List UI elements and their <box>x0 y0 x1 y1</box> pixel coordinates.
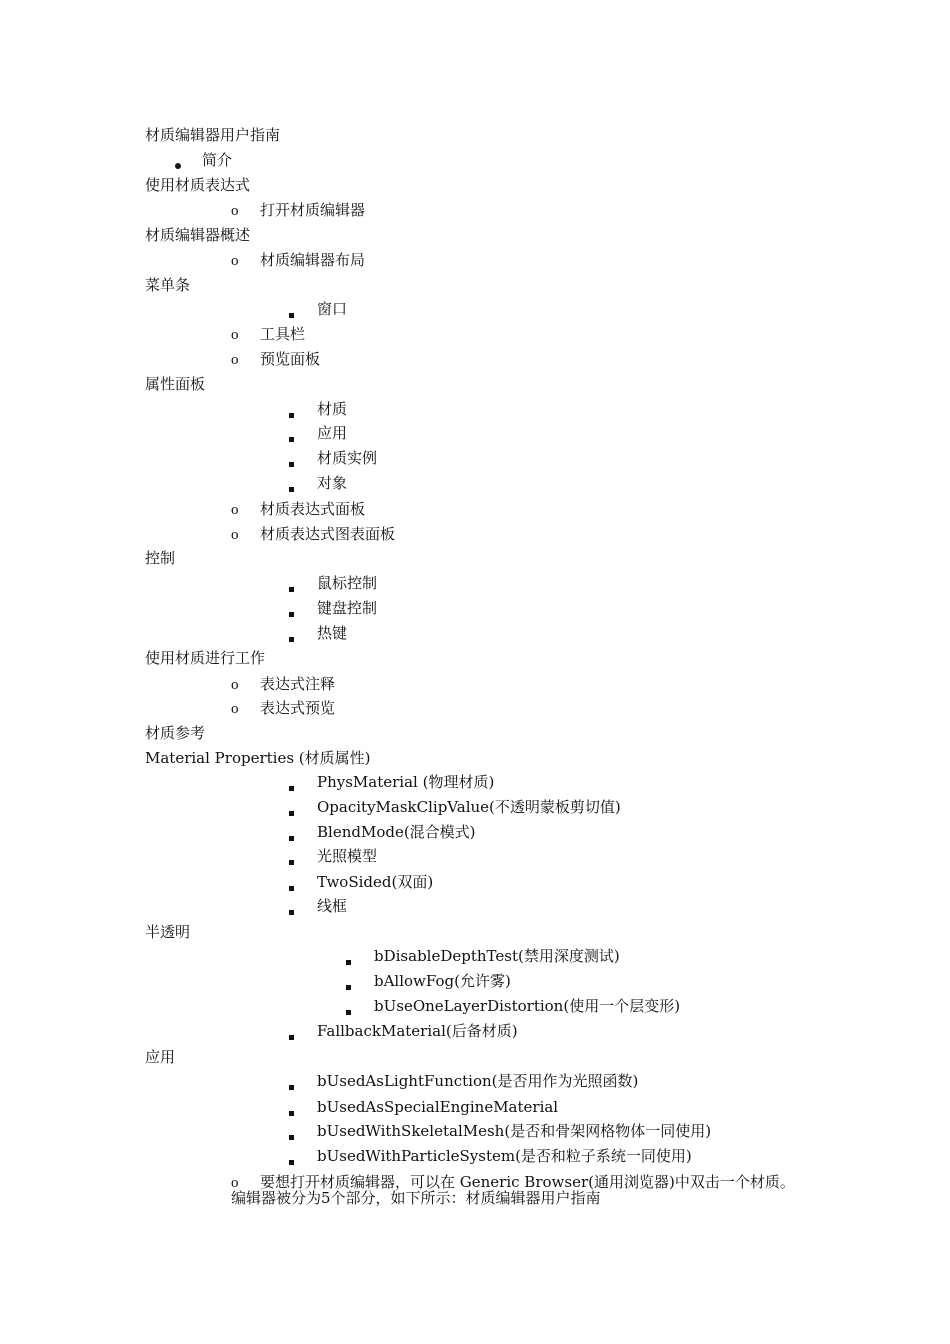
bullet-square-icon <box>289 779 294 795</box>
bullet-square-icon <box>289 829 294 845</box>
section-heading: 菜单条 <box>145 276 191 294</box>
bullet-circle-icon: o <box>231 203 239 219</box>
section-heading: 材质参考 <box>145 724 206 742</box>
list-item: 窗口 <box>317 300 348 318</box>
bullet-square-icon <box>289 580 294 596</box>
bullet-square-icon <box>289 455 294 471</box>
list-item: bDisableDepthTest(禁用深度测试) <box>374 947 620 965</box>
bullet-square-icon <box>289 1078 294 1094</box>
list-item: 对象 <box>317 474 348 492</box>
list-item: 表达式注释 <box>260 675 336 693</box>
bullet-square-icon <box>289 853 294 869</box>
list-item: bAllowFog(允许雾) <box>374 972 511 990</box>
list-item: 预览面板 <box>260 350 321 368</box>
bullet-circle-icon: o <box>231 527 239 543</box>
bullet-square-icon <box>346 953 351 969</box>
bullet-square-icon <box>289 430 294 446</box>
list-item: TwoSided(双面) <box>317 873 434 891</box>
bullet-square-icon <box>289 630 294 646</box>
section-heading: 材质编辑器概述 <box>145 226 251 244</box>
bullet-circle-icon: o <box>231 253 239 269</box>
list-item: 要想打开材质编辑器，可以在 Generic Browser(通用浏览器)中双击一个材质。 <box>260 1173 795 1191</box>
bullet-square-icon <box>289 605 294 621</box>
bullet-circle-icon: o <box>231 701 239 717</box>
list-item: 键盘控制 <box>317 599 378 617</box>
list-item: bUsedWithSkeletalMesh(是否和骨架网格物体一同使用) <box>317 1122 712 1140</box>
section-heading: 半透明 <box>145 923 191 941</box>
bullet-square-icon <box>289 306 294 322</box>
bullet-square-icon <box>346 978 351 994</box>
list-item: bUsedWithParticleSystem(是否和粒子系统一同使用) <box>317 1147 692 1165</box>
bullet-circle-icon: o <box>231 327 239 343</box>
bullet-square-icon <box>289 879 294 895</box>
section-heading: 使用材质表达式 <box>145 176 251 194</box>
bullet-square-icon <box>346 1003 351 1019</box>
bullet-square-icon <box>289 1153 294 1169</box>
list-item: 打开材质编辑器 <box>260 201 366 219</box>
list-item: bUsedAsSpecialEngineMaterial <box>317 1098 559 1116</box>
list-item: 鼠标控制 <box>317 574 378 592</box>
list-item: 材质编辑器布局 <box>260 251 366 269</box>
section-heading: Material Properties (材质属性) <box>145 749 371 767</box>
list-item: bUseOneLayerDistortion(使用一个层变形) <box>374 997 681 1015</box>
list-item: 材质实例 <box>317 449 378 467</box>
bullet-square-icon <box>289 480 294 496</box>
bullet-square-icon <box>289 1128 294 1144</box>
bullet-circle-icon: o <box>231 352 239 368</box>
continuation-text: 编辑器被分为5个部分，如下所示：材质编辑器用户指南 <box>231 1189 601 1207</box>
list-item: 热键 <box>317 624 348 642</box>
list-item: 线框 <box>317 897 348 915</box>
list-item: 光照模型 <box>317 847 378 865</box>
list-item: 材质 <box>317 400 348 418</box>
list-item: bUsedAsLightFunction(是否用作为光照函数) <box>317 1072 639 1090</box>
list-item: 材质表达式图表面板 <box>260 525 396 543</box>
list-item: BlendMode(混合模式) <box>317 823 476 841</box>
bullet-square-icon <box>289 804 294 820</box>
section-heading: 使用材质进行工作 <box>145 649 266 667</box>
bullet-circle-icon: o <box>231 677 239 693</box>
bullet-square-icon <box>289 1104 294 1120</box>
bullet-square-icon <box>289 1028 294 1044</box>
list-item: PhysMaterial (物理材质) <box>317 773 495 791</box>
list-item: FallbackMaterial(后备材质) <box>317 1022 518 1040</box>
section-heading: 应用 <box>145 1048 176 1066</box>
bullet-square-icon <box>289 406 294 422</box>
bullet-square-icon <box>289 903 294 919</box>
section-heading: 属性面板 <box>145 375 206 393</box>
list-item: 工具栏 <box>260 325 306 343</box>
bullet-disc-icon <box>175 157 181 173</box>
list-item: 简介 <box>202 151 233 169</box>
list-item: 表达式预览 <box>260 699 336 717</box>
bullet-circle-icon: o <box>231 1175 239 1191</box>
section-heading: 材质编辑器用户指南 <box>145 126 281 144</box>
list-item: 材质表达式面板 <box>260 500 366 518</box>
section-heading: 控制 <box>145 549 176 567</box>
list-item: OpacityMaskClipValue(不透明蒙板剪切值) <box>317 798 621 816</box>
list-item: 应用 <box>317 424 348 442</box>
bullet-circle-icon: o <box>231 502 239 518</box>
